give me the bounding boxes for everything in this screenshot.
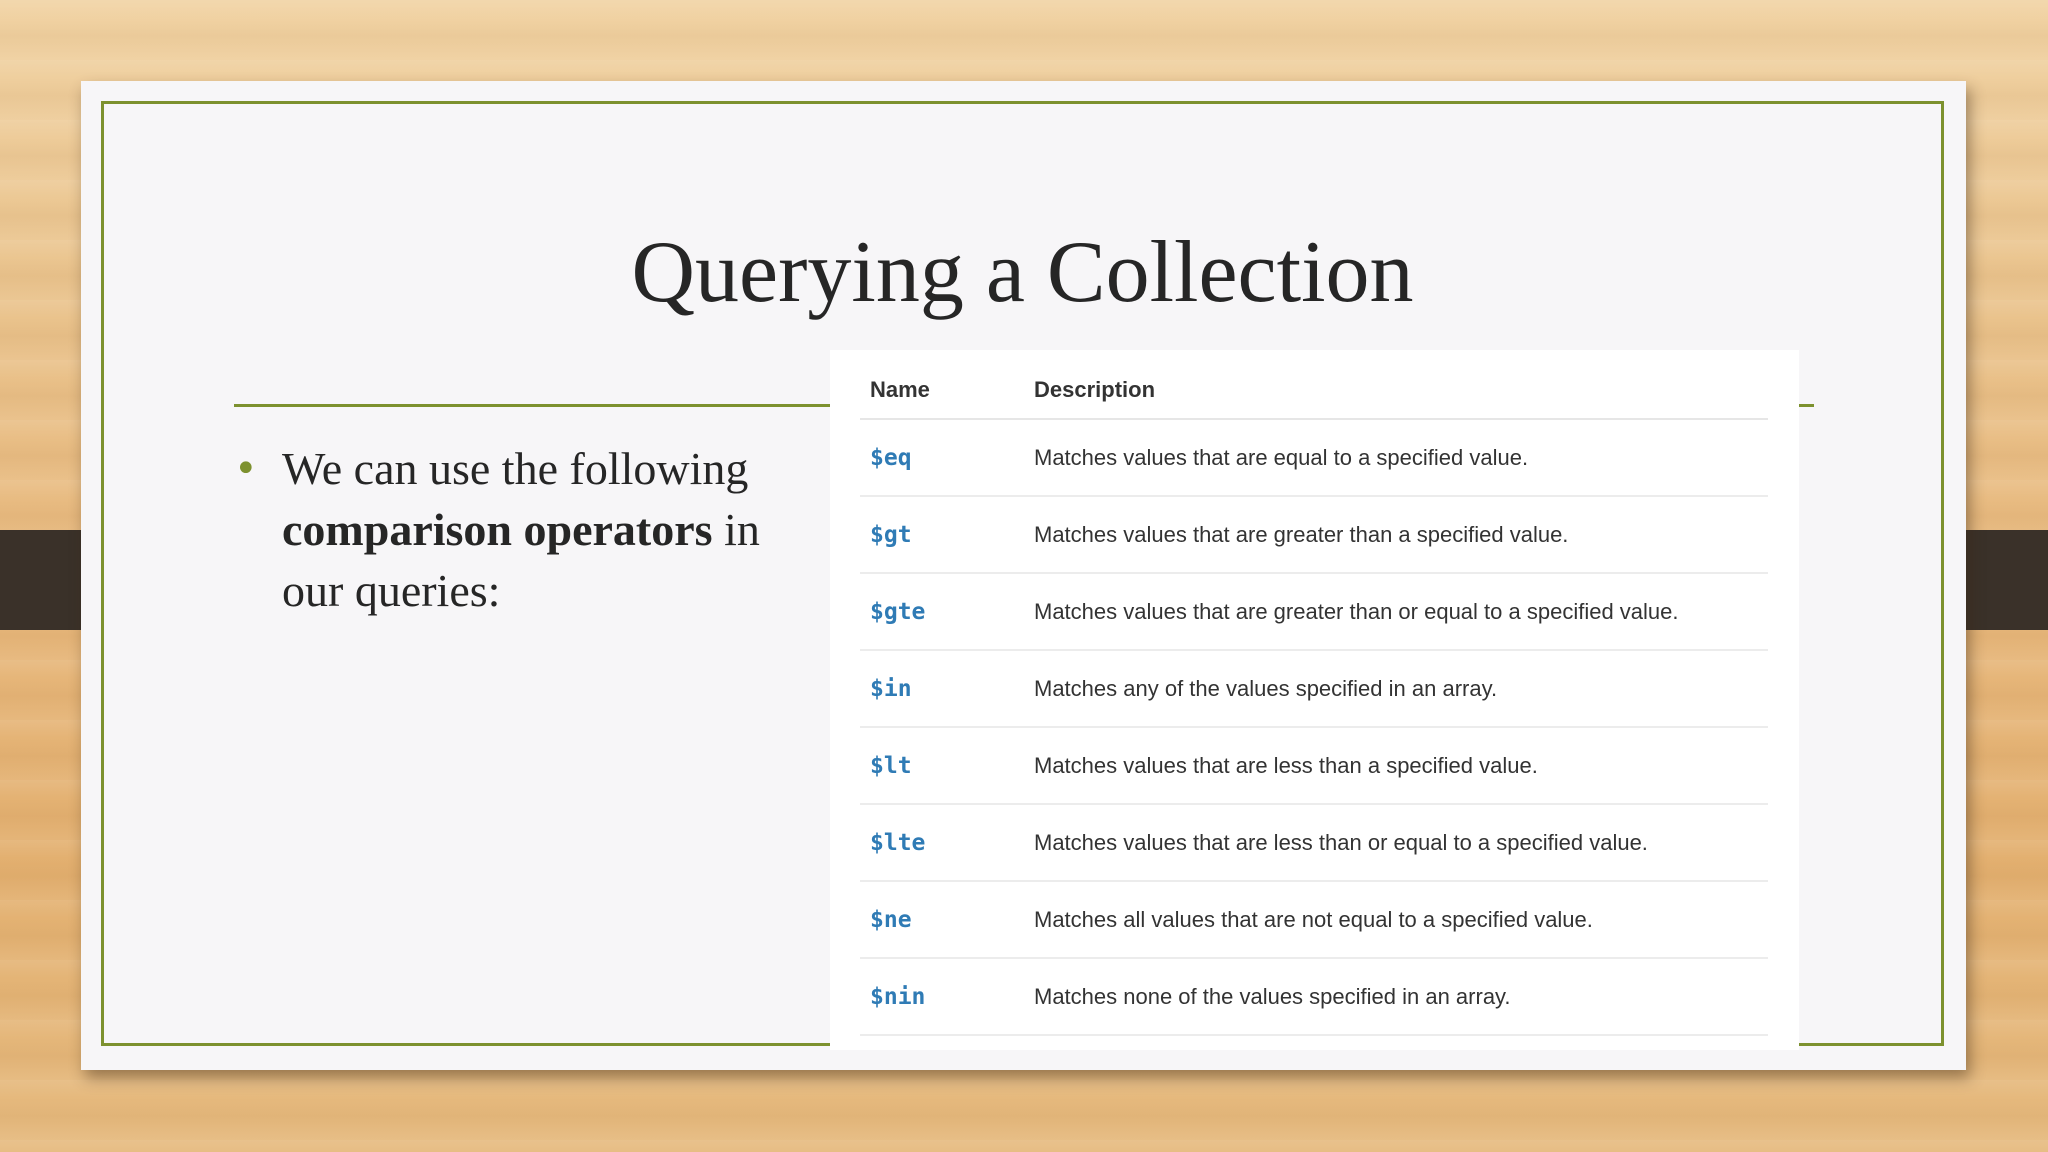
operator-name: $nin <box>860 958 1024 1035</box>
header-description: Description <box>1024 362 1768 419</box>
table-row <box>860 804 1768 881</box>
operator-name: $eq <box>860 419 1024 496</box>
operator-description: Matches values that are less than a specified value. <box>1024 727 1768 804</box>
operator-name: $gte <box>860 573 1024 650</box>
operators-table-image <box>830 350 1799 1050</box>
bullet-item <box>234 438 814 621</box>
operator-name: $gt <box>860 496 1024 573</box>
table-body <box>860 419 1768 1035</box>
title-underline-right <box>1798 404 1814 407</box>
operator-description: Matches none of the values specified in an array. <box>1024 958 1768 1035</box>
table-row <box>860 727 1768 804</box>
operator-description: Matches values that are greater than a specified value. <box>1024 496 1768 573</box>
bullet-text <box>282 438 814 621</box>
table-row <box>860 496 1768 573</box>
bullet-text-part2: in our queries: <box>282 504 760 616</box>
table-row <box>860 573 1768 650</box>
operator-name: $ne <box>860 881 1024 958</box>
table-row <box>860 419 1768 496</box>
bullet-text-bold: comparison operators <box>282 504 713 555</box>
table-header-row <box>860 362 1768 419</box>
operator-description: Matches values that are greater than or equal to a specified value. <box>1024 573 1768 650</box>
table-row <box>860 881 1768 958</box>
operator-description: Matches values that are equal to a specified value. <box>1024 419 1768 496</box>
bullet-dot-icon: • <box>234 446 258 492</box>
operators-table <box>860 362 1768 1036</box>
table-row <box>860 958 1768 1035</box>
operator-name: $lt <box>860 727 1024 804</box>
operator-description: Matches any of the values specified in an array. <box>1024 650 1768 727</box>
table-row <box>860 650 1768 727</box>
operator-description: Matches values that are less than or equal to a specified value. <box>1024 804 1768 881</box>
header-name: Name <box>860 362 1024 419</box>
slide-title: Querying a Collection <box>631 224 1414 321</box>
bullet-text-part1: We can use the following <box>282 443 749 494</box>
operator-description: Matches all values that are not equal to a specified value. <box>1024 881 1768 958</box>
title-underline-left <box>234 404 830 407</box>
operator-name: $in <box>860 650 1024 727</box>
operator-name: $lte <box>860 804 1024 881</box>
